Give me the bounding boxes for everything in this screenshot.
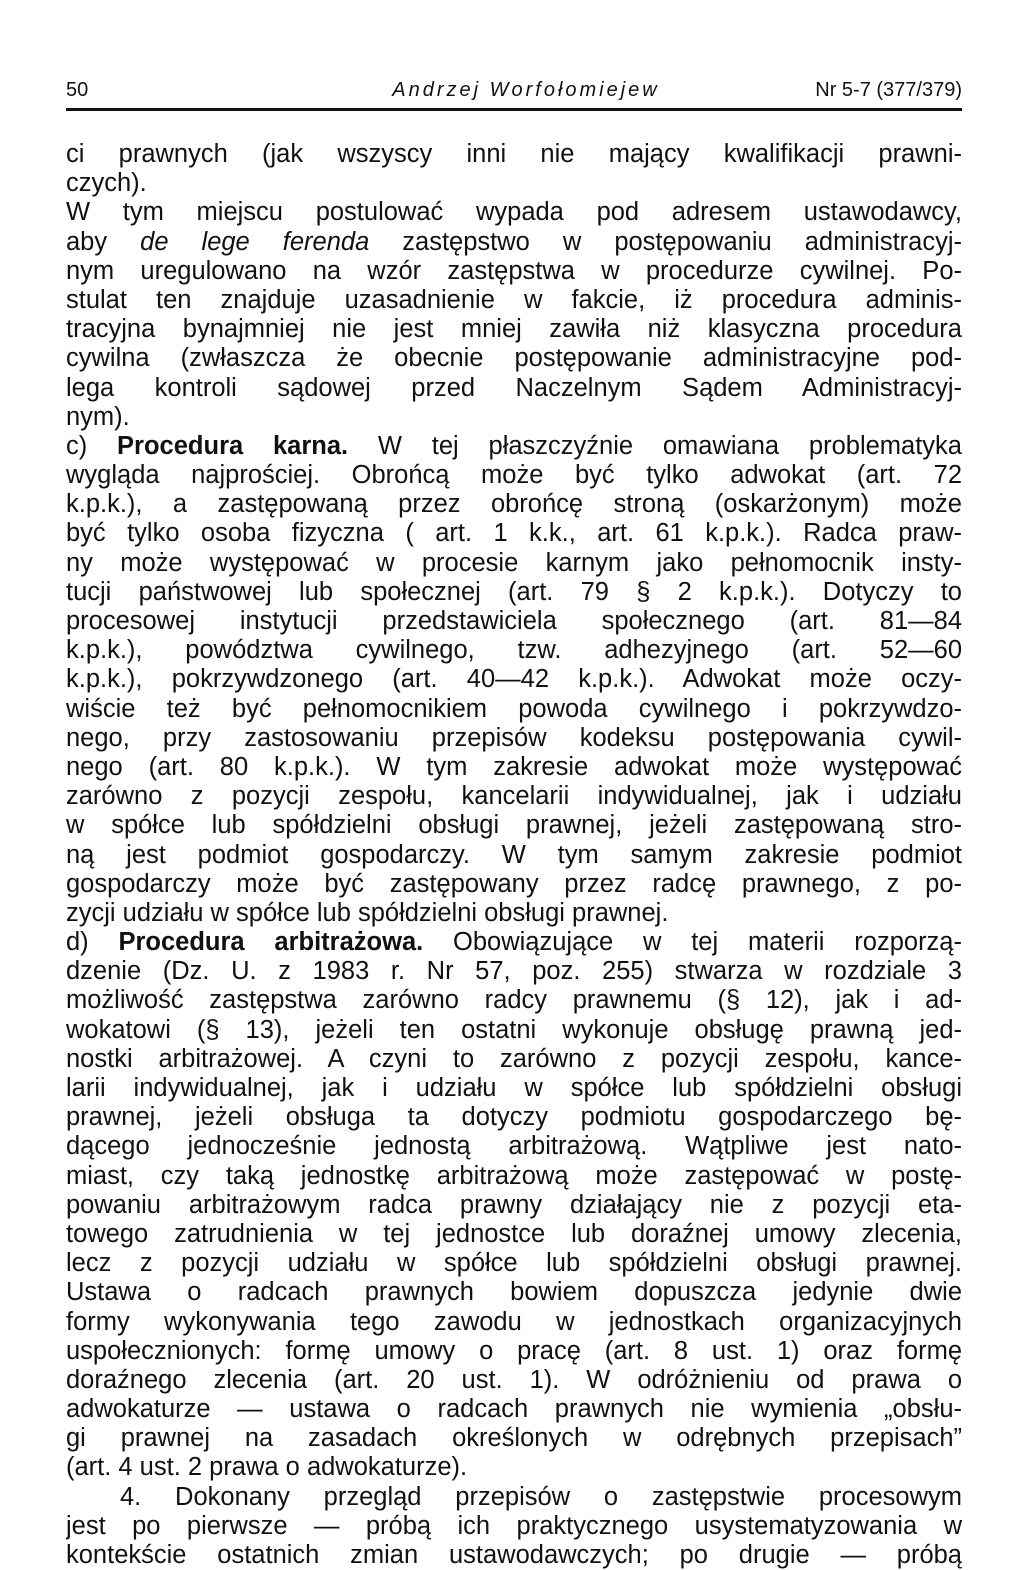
text-line: uspołecznionych: formę umowy o pracę (art. 8 ust. 1) oraz formę <box>66 1336 962 1365</box>
text-line: wygląda najprościej. Obrońcą może być tylko adwokat (art. 72 <box>66 461 962 490</box>
text-line: być tylko osoba fizyczna ( art. 1 k.k., art. 61 k.p.k.). Radca praw- <box>66 519 962 548</box>
text-line: tracyjna bynajmniej nie jest mniej zawiła niż klasyczna procedura <box>66 315 962 344</box>
header-rule <box>66 108 962 111</box>
text-line: nym uregulowano na wzór zastępstwa w procedurze cywilnej. Po- <box>66 256 962 285</box>
text-run: aby <box>66 227 141 256</box>
text-line: doraźnego zlecenia (art. 20 ust. 1). W odróżnieniu od prawa o <box>66 1365 962 1394</box>
text-line: możliwość zastępstwa zarówno radcy prawnemu (§ 12), jak i ad- <box>66 986 962 1015</box>
body-text <box>66 140 962 1570</box>
text-line: larii indywidualnej, jak i udziału w spółce lub spółdzielni obsługi <box>66 1074 962 1102</box>
text-line: wiście też być pełnomocnikiem powoda cywilnego i pokrzywdzo- <box>66 694 962 723</box>
text-line: zycji udziału w spółce lub spółdzielni obsługi prawnej. <box>66 898 669 927</box>
text-run: W tej płaszczyźnie omawiana problematyka <box>348 431 962 460</box>
text-line: gospodarczy może być zastępowany przez radcę prawnego, z po- <box>66 869 962 898</box>
section-heading: Procedura karna. <box>117 431 349 460</box>
text-line: lecz z pozycji udziału w spółce lub spółdzielni obsługi prawnej. <box>66 1249 962 1278</box>
text-line: 4. Dokonany przegląd przepisów o zastępstwie procesowym <box>120 1482 962 1511</box>
text-line: zarówno z pozycji zespołu, kancelarii indywidualnej, jak i udziału <box>66 782 962 811</box>
text-line: w spółce lub spółdzielni obsługi prawnej, jeżeli zastępowaną stro- <box>66 811 962 840</box>
text-run: Obowiązujące w tej materii rozporzą- <box>423 928 962 957</box>
text-line: formy wykonywania tego zawodu w jednostkach organizacyjnych <box>66 1307 962 1336</box>
text-line: jest po pierwsze — próbą ich praktycznego usystematyzowania w <box>66 1511 962 1540</box>
text-run: zastępstwo w postępowaniu administracyj- <box>369 227 962 256</box>
text-run: d) <box>66 928 119 957</box>
running-author: Andrzej Worfołomiejew <box>392 79 660 101</box>
text-line: lega kontroli sądowej przed Naczelnym Sądem Administracyj- <box>66 373 962 402</box>
page-number: 50 <box>66 79 89 101</box>
text-line: ci prawnych (jak wszyscy inni nie mający kwalifikacji prawni- <box>66 140 962 168</box>
text-line: dącego jednocześnie jednostą arbitrażową. Wątpliwe jest nato- <box>66 1132 962 1161</box>
text-line <box>66 432 962 461</box>
text-line: tucji państwowej lub społecznej (art. 79 § 2 k.p.k.). Dotyczy to <box>66 577 962 606</box>
text-line: (art. 4 ust. 2 prawa o adwokaturze). <box>66 1453 468 1482</box>
text-line: nostki arbitrażowej. A czyni to zarówno z pozycji zespołu, kance- <box>66 1044 962 1073</box>
italic-term: de lege ferenda <box>140 227 370 256</box>
text-line: kontekście ostatnich zmian ustawodawczych; po drugie — próbą <box>66 1541 962 1569</box>
text-line: powaniu arbitrażowym radca prawny działający nie z pozycji eta- <box>66 1190 962 1219</box>
text-line: ną jest podmiot gospodarczy. W tym samym zakresie podmiot <box>66 840 962 869</box>
text-line: stulat ten znajduje uzasadnienie w fakcie, iż procedura adminis- <box>66 285 962 314</box>
text-line: prawnej, jeżeli obsługa ta dotyczy podmiotu gospodarczego bę- <box>66 1103 962 1132</box>
text-line: gi prawnej na zasadach określonych w odrębnych przepisach” <box>66 1424 962 1453</box>
text-line: miast, czy taką jednostkę arbitrażową może zastępować w postę- <box>66 1161 962 1190</box>
text-line: nym). <box>66 402 130 431</box>
text-line: cywilna (zwłaszcza że obecnie postępowanie administracyjne pod- <box>66 344 962 373</box>
text-line <box>66 928 962 957</box>
text-line: k.p.k.), pokrzywdzonego (art. 40—42 k.p.k.). Adwokat może oczy- <box>66 665 962 694</box>
text-line: k.p.k.), powództwa cywilnego, tzw. adhezyjnego (art. 52—60 <box>66 636 962 665</box>
text-line: nego, przy zastosowaniu przepisów kodeksu postępowania cywil- <box>66 723 962 752</box>
text-line: czych). <box>66 169 147 198</box>
text-run: c) <box>66 431 118 460</box>
text-line: procesowej instytucji przedstawiciela społecznego (art. 81—84 <box>66 607 962 635</box>
text-line: nego (art. 80 k.p.k.). W tym zakresie adwokat może występować <box>66 752 962 781</box>
text-line: ny może występować w procesie karnym jako pełnomocnik insty- <box>66 548 962 577</box>
section-heading: Procedura arbitrażowa. <box>118 928 424 957</box>
text-line: dzenie (Dz. U. z 1983 r. Nr 57, poz. 255) stwarza w rozdziale 3 <box>66 957 962 986</box>
text-line: adwokaturze — ustawa o radcach prawnych nie wymienia „obsłu- <box>66 1395 962 1424</box>
issue-number: Nr 5-7 (377/379) <box>815 79 962 101</box>
text-line: W tym miejscu postulować wypada pod adresem ustawodawcy, <box>66 198 962 227</box>
text-line: wokatowi (§ 13), jeżeli ten ostatni wykonuje obsługę prawną jed- <box>66 1015 962 1044</box>
text-line <box>66 228 962 257</box>
text-line: Ustawa o radcach prawnych bowiem dopuszcza jedynie dwie <box>66 1278 962 1307</box>
text-line: towego zatrudnienia w tej jednostce lub doraźnej umowy zlecenia, <box>66 1219 962 1248</box>
text-line: k.p.k.), a zastępowaną przez obrońcę stroną (oskarżonym) może <box>66 490 962 519</box>
running-header <box>66 78 962 108</box>
